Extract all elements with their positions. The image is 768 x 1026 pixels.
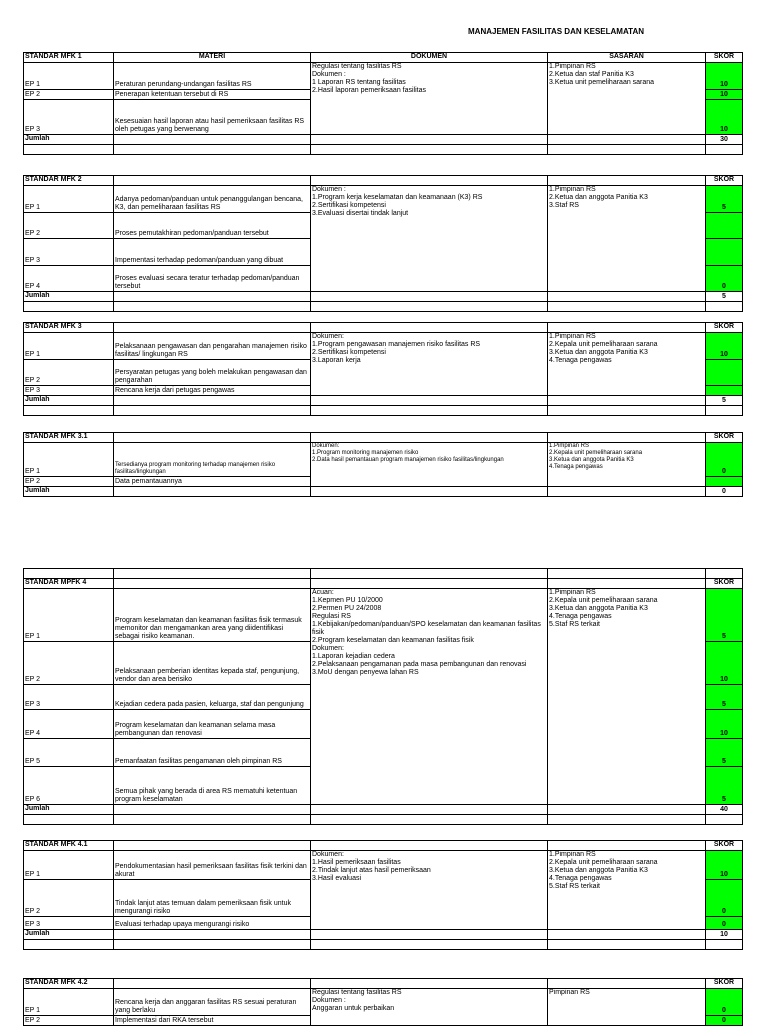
materi-cell: Rencana kerja dan anggaran fasilitas RS sesuai peraturan yang berlaku (114, 989, 311, 1016)
materi-cell: Proses pemutakhiran pedoman/panduan tersebut (114, 213, 311, 239)
jumlah-label: Jumlah (24, 487, 114, 497)
materi-cell: Evaluasi terhadap upaya mengurangi risiko (114, 917, 311, 930)
mfk42-table (23, 978, 743, 1026)
materi-cell: Program keselamatan dan keamanan selama masa pembangunan dan renovasi (114, 710, 311, 739)
dokumen-cell: Regulasi tentang fasilitas RS Dokumen : Anggaran untuk perbaikan (311, 989, 548, 1026)
ep-label: EP 1 (24, 63, 114, 90)
score-cell (706, 477, 743, 487)
mfk42-block (23, 978, 743, 1026)
jumlah-label: Jumlah (24, 930, 114, 940)
score-cell: 5 (706, 739, 743, 767)
mfk41-block (23, 840, 743, 950)
score-cell: 0 (706, 989, 743, 1016)
materi-cell: Pendokumentasian hasil pemeriksaan fasilitas fisik terkini dan akurat (114, 851, 311, 880)
score-cell: 5 (706, 685, 743, 710)
ep-label: EP 1 (24, 589, 114, 642)
jumlah-label: Jumlah (24, 135, 114, 145)
score-cell: 10 (706, 710, 743, 739)
standard-label: STANDAR MFK 4.1 (24, 841, 114, 851)
standard-label: STANDAR MPFK 4 (24, 579, 114, 589)
sasaran-cell: 1.Pimpinan RS 2.Ketua dan staf Panitia K3 3.Ketua unit pemeliharaan sarana (548, 63, 706, 135)
materi-cell: Adanya pedoman/panduan untuk penanggulangan bencana, K3, dan pemeliharaan fasilitas RS (114, 186, 311, 213)
jumlah-score: 0 (706, 487, 743, 497)
header-skor: SKOR (706, 979, 743, 989)
score-cell (706, 213, 743, 239)
ep-label: EP 3 (24, 917, 114, 930)
mpfk4-block (23, 568, 743, 825)
score-cell: 10 (706, 63, 743, 90)
standard-label: STANDAR MFK 1 (24, 53, 114, 63)
score-cell: 10 (706, 100, 743, 135)
materi-cell: Implementasi dari RKA tersebut (114, 1016, 311, 1026)
jumlah-label: Jumlah (24, 292, 114, 302)
materi-cell: Tindak lanjut atas temuan dalam pemeriksaan fisik untuk mengurangi risiko (114, 880, 311, 917)
mfk3-block (23, 322, 743, 416)
header-sasaran: SASARAN (548, 53, 706, 63)
materi-cell: Pemanfaatan fasilitas pengamanan oleh pimpinan RS (114, 739, 311, 767)
dokumen-cell: Acuan: 1.Kepmen PU 10/2000 2.Permen PU 24/2008 Regulasi RS 1.Kebijakan/pedoman/panduan/SPO keselamatan dan keamanan fasilitas fisik 2.Program keselamatan dan keamanan fasilitas fisik Dokumen: 1.Laporan kejadian cedera 2.Pelaksanaan pengamanan pada masa pembangunan dan renovasi 3.MoU dengan penyewa lahan RS (311, 589, 548, 805)
score-cell: 0 (706, 443, 743, 477)
materi-cell: Pelaksanaan pengawasan dan pengarahan manajemen risiko fasilitas/ lingkungan RS (114, 333, 311, 360)
dokumen-cell: Dokumen: 1.Program monitoring manajemen risiko 2.Data hasil pemantauan program manajemen risiko fasilitas/lingkungan (311, 443, 548, 487)
materi-cell: Tersedianya program monitoring terhadap manajemen risiko fasilitas/lingkungan (114, 443, 311, 477)
mfk41-table (23, 840, 743, 950)
jumlah-score: 10 (706, 930, 743, 940)
ep-label: EP 5 (24, 739, 114, 767)
sasaran-cell: 1.Pimpinan RS 2.Kepala unit pemeliharaan sarana 3.Ketua dan anggota Panitia K3 4.Tenaga pengawas (548, 443, 706, 487)
materi-cell: Penerapan ketentuan tersebut di RS (114, 90, 311, 100)
standard-label: STANDAR MFK 3.1 (24, 433, 114, 443)
materi-cell: Pelaksanaan pemberian identitas kepada staf, pengunjung, vendor dan area berisiko (114, 642, 311, 685)
materi-cell: Program keselamatan dan keamanan fasilitas fisik termasuk memonitor dan mengamankan area yang diidentifikasi sebagai risiko keamanan. (114, 589, 311, 642)
header-skor: SKOR (706, 53, 743, 63)
score-cell (706, 386, 743, 396)
mfk31-block (23, 432, 743, 497)
mfk31-table (23, 432, 743, 497)
dokumen-cell: Dokumen: 1.Hasil pemeriksaan fasilitas 2.Tindak lanjut atas hasil pemeriksaan 3.Hasil evaluasi (311, 851, 548, 930)
ep-label: EP 4 (24, 266, 114, 292)
ep-label: EP 6 (24, 767, 114, 805)
jumlah-score: 5 (706, 292, 743, 302)
materi-cell: Rencana kerja dari petugas pengawas (114, 386, 311, 396)
score-cell: 10 (706, 851, 743, 880)
mfk2-table (23, 175, 743, 312)
sasaran-cell: 1.Pimpinan RS 2.Kepala unit pemeliharaan sarana 3.Ketua dan anggota Panitia K3 4.Tenaga pengawas 5.Staf RS terkait (548, 851, 706, 930)
ep-label: EP 3 (24, 685, 114, 710)
score-cell: 5 (706, 589, 743, 642)
ep-label: EP 1 (24, 989, 114, 1016)
header-skor: SKOR (706, 579, 743, 589)
score-cell: 0 (706, 880, 743, 917)
jumlah-label: Jumlah (24, 805, 114, 815)
materi-cell: Kesesuaian hasil laporan atau hasil pemeriksaan fasilitas RS oleh petugas yang berwenang (114, 100, 311, 135)
sasaran-cell: 1.Pimpinan RS 2.Ketua dan anggota Panitia K3 3.Staf RS (548, 186, 706, 292)
mfk3-table (23, 322, 743, 416)
score-cell: 0 (706, 1016, 743, 1026)
jumlah-score: 5 (706, 396, 743, 406)
mpfk4-table (23, 568, 743, 825)
mfk1-block (23, 52, 743, 155)
header-skor: SKOR (706, 323, 743, 333)
score-cell: 0 (706, 917, 743, 930)
ep-label: EP 2 (24, 213, 114, 239)
ep-label: EP 1 (24, 443, 114, 477)
dokumen-cell: Dokumen : 1.Program kerja keselamatan dan keamanaan (K3) RS 2.Sertifikasi kompetensi 3.Evaluasi disertai tindak lanjut (311, 186, 548, 292)
header-skor: SKOR (706, 433, 743, 443)
score-cell: 5 (706, 186, 743, 213)
ep-label: EP 3 (24, 100, 114, 135)
dokumen-cell: Dokumen: 1.Program pengawasan manajemen risiko fasilitas RS 2.Sertifikasi kompetensi 3.Laporan kerja (311, 333, 548, 396)
standard-label: STANDAR MFK 2 (24, 176, 114, 186)
ep-label: EP 1 (24, 333, 114, 360)
header-skor: SKOR (706, 841, 743, 851)
standard-label: STANDAR MFK 4.2 (24, 979, 114, 989)
sasaran-cell: 1.Pimpinan RS 2.Kepala unit pemeliharaan sarana 3.Ketua dan anggota Panitia K3 4.Tenaga pengawas (548, 333, 706, 396)
dokumen-cell: Regulasi tentang fasilitas RS Dokumen : 1 Laporan RS tentang fasilitas 2.Hasil laporan pemeriksaan fasilitas (311, 63, 548, 135)
ep-label: EP 3 (24, 239, 114, 266)
materi-cell: Semua pihak yang berada di area RS mematuhi ketentuan program keselamatan (114, 767, 311, 805)
materi-cell: Data pemantauannya (114, 477, 311, 487)
ep-label: EP 2 (24, 90, 114, 100)
score-cell: 10 (706, 642, 743, 685)
header-skor: SKOR (706, 176, 743, 186)
materi-cell: Peraturan perundang-undangan fasilitas RS (114, 63, 311, 90)
ep-label: EP 2 (24, 360, 114, 386)
jumlah-label: Jumlah (24, 396, 114, 406)
ep-label: EP 1 (24, 186, 114, 213)
header-materi: MATERI (114, 53, 311, 63)
materi-cell: Kejadian cedera pada pasien, keluarga, staf dan pengunjung (114, 685, 311, 710)
score-cell: 5 (706, 767, 743, 805)
score-cell: 10 (706, 90, 743, 100)
jumlah-score: 30 (706, 135, 743, 145)
ep-label: EP 2 (24, 477, 114, 487)
header-dokumen: DOKUMEN (311, 53, 548, 63)
sasaran-cell: Pimpinan RS (548, 989, 706, 1026)
ep-label: EP 1 (24, 851, 114, 880)
score-cell (706, 360, 743, 386)
mfk1-table (23, 52, 743, 155)
ep-label: EP 2 (24, 642, 114, 685)
score-cell: 0 (706, 266, 743, 292)
score-cell (706, 239, 743, 266)
document-title: MANAJEMEN FASILITAS DAN KESELAMATAN (468, 27, 644, 36)
jumlah-score: 40 (706, 805, 743, 815)
score-cell: 10 (706, 333, 743, 360)
mfk2-block (23, 175, 743, 312)
materi-cell: Proses evaluasi secara teratur terhadap pedoman/panduan tersebut (114, 266, 311, 292)
ep-label: EP 2 (24, 880, 114, 917)
ep-label: EP 4 (24, 710, 114, 739)
ep-label: EP 2 (24, 1016, 114, 1026)
ep-label: EP 3 (24, 386, 114, 396)
materi-cell: Persyaratan petugas yang boleh melakukan pengawasan dan pengarahan (114, 360, 311, 386)
standard-label: STANDAR MFK 3 (24, 323, 114, 333)
sasaran-cell: 1.Pimpinan RS 2.Kepala unit pemeliharaan sarana 3.Ketua dan anggota Panitia K3 4.Tenaga pengawas 5.Staf RS terkait (548, 589, 706, 805)
materi-cell: Impementasi terhadap pedoman/panduan yang dibuat (114, 239, 311, 266)
